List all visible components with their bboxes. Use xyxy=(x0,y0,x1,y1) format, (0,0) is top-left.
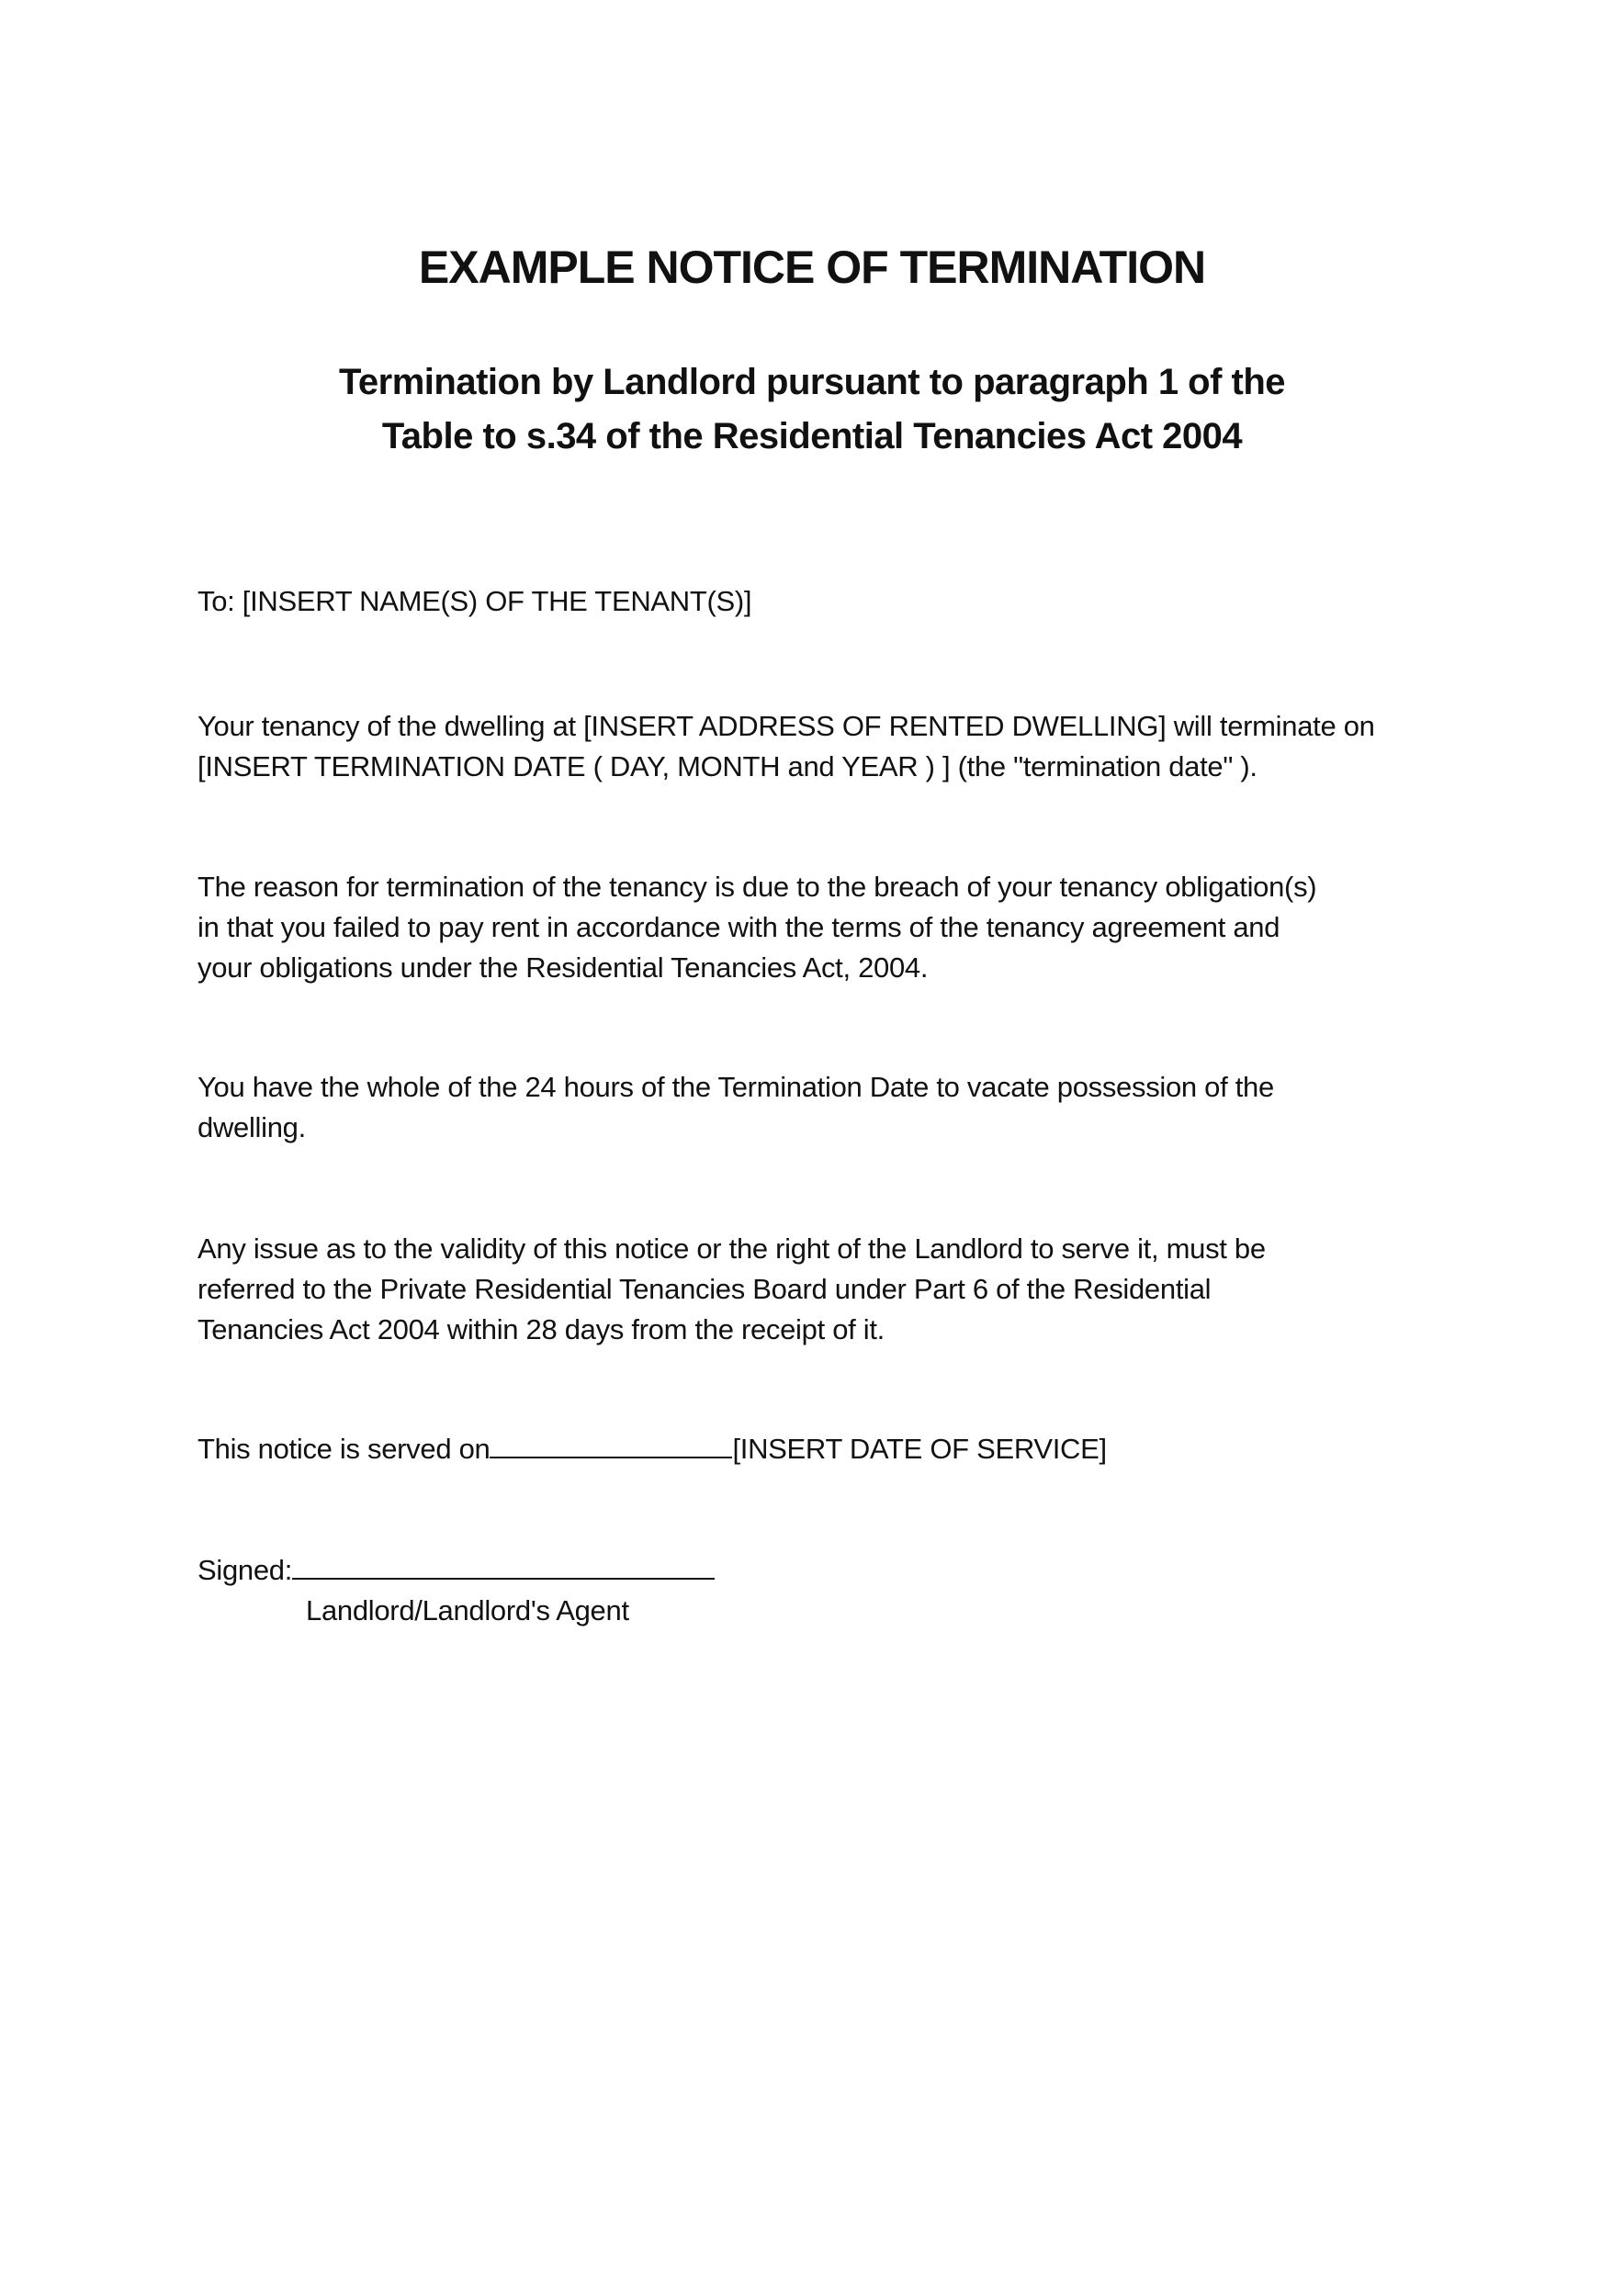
signature-caption: Landlord/Landlord's Agent xyxy=(306,1594,629,1626)
document-title: EXAMPLE NOTICE OF TERMINATION xyxy=(418,242,1206,293)
paragraph-validity xyxy=(197,1229,1266,1350)
service-date-hint: [INSERT DATE OF SERVICE] xyxy=(732,1433,1107,1465)
text-line: in that you failed to pay rent in accordance with the terms of the tenancy agreement and xyxy=(197,911,1280,943)
text-line: dwelling. xyxy=(197,1111,306,1143)
signature-blank[interactable] xyxy=(292,1550,715,1580)
paragraph-termination-date xyxy=(197,706,1375,787)
signature-block xyxy=(197,1550,715,1631)
service-line xyxy=(197,1429,1107,1469)
service-date-blank[interactable] xyxy=(490,1429,732,1458)
service-label: This notice is served on xyxy=(197,1433,491,1465)
text-line: Any issue as to the validity of this notice or the right of the Landlord to serve it, must be xyxy=(197,1232,1266,1265)
recipient-line: To: [INSERT NAME(S) OF THE TENANT(S)] xyxy=(197,585,752,617)
subtitle-line-2: Table to s.34 of the Residential Tenancies Act 2004 xyxy=(381,416,1243,456)
text-line: referred to the Private Residential Tenancies Board under Part 6 of the Residential xyxy=(197,1273,1212,1305)
text-line: You have the whole of the 24 hours of the Termination Date to vacate possession of the xyxy=(197,1071,1274,1103)
text-line: The reason for termination of the tenancy is due to the breach of your tenancy obligation(s) xyxy=(197,871,1317,903)
signed-label: Signed: xyxy=(197,1554,293,1586)
paragraph-reason xyxy=(197,867,1316,988)
text-line: [INSERT TERMINATION DATE ( DAY, MONTH and YEAR ) ] (the "termination date" ). xyxy=(197,750,1257,782)
text-line: Your tenancy of the dwelling at [INSERT ADDRESS OF RENTED DWELLING] will terminate on xyxy=(197,710,1375,742)
text-line: your obligations under the Residential Tenancies Act, 2004. xyxy=(197,951,929,984)
subtitle-line-1: Termination by Landlord pursuant to paragraph 1 of the xyxy=(338,362,1286,402)
paragraph-vacate xyxy=(197,1067,1274,1148)
text-line: Tenancies Act 2004 within 28 days from the receipt of it. xyxy=(197,1313,885,1345)
